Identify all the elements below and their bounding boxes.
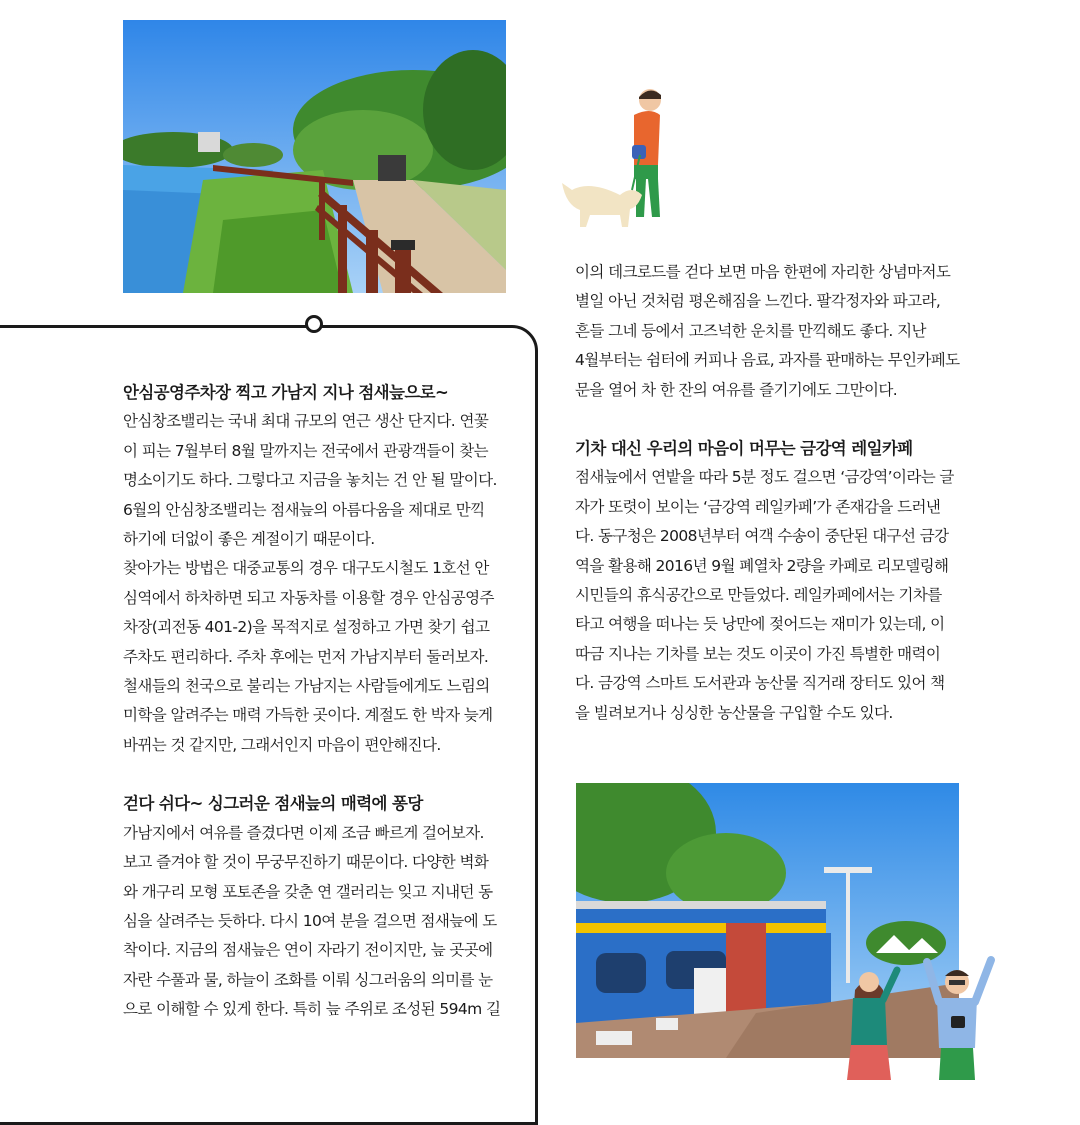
- section-heading-parking: 안심공영주차장 찍고 가남지 지나 점새늪으로~: [123, 383, 449, 402]
- body-line: 다. 금강역 스마트 도서관과 농산물 직거래 장터도 있어 책: [575, 674, 945, 693]
- body-line: 따금 지나는 기차를 보는 것도 이곳이 가진 특별한 매력이: [575, 644, 941, 663]
- body-line: 6월의 안심창조밸리는 점새늪의 아름다움을 제대로 만끽: [123, 500, 485, 519]
- body-line: 다. 동구청은 2008년부터 여객 수송이 중단된 대구선 금강: [575, 527, 949, 546]
- body-line: 착이다. 지금의 점새늪은 연이 자라기 전이지만, 늪 곳곳에: [123, 941, 493, 960]
- man-walking-dog-illustration: [560, 85, 680, 235]
- body-line: 자가 또렷이 보이는 ‘금강역 레일카페’가 존재감을 드러낸: [575, 497, 941, 516]
- body-line: 흔들 그네 등에서 고즈넉한 운치를 만끽해도 좋다. 지난: [575, 321, 926, 340]
- body-line: 와 개구리 모형 포토존을 갖춘 연 갤러리는 잊고 지내던 동: [123, 882, 493, 901]
- body-line: 이 피는 7월부터 8월 말까지는 전국에서 관광객들이 찾는: [123, 441, 489, 460]
- section-heading-wetland: 걷다 쉬다~ 싱그러운 점새늪의 매력에 퐁당: [123, 794, 423, 814]
- body-line: 타고 여행을 떠나는 듯 낭만에 젖어드는 재미가 있는데, 이: [575, 615, 945, 634]
- body-line: 심역에서 하차하면 되고 자동차를 이용할 경우 안심공영주: [123, 588, 494, 607]
- body-line: 명소이기도 하다. 그렇다고 지금을 놓치는 건 안 될 말이다.: [123, 471, 497, 490]
- body-line: 미학을 알려주는 매력 가득한 곳이다. 계절도 한 박자 늦게: [123, 706, 493, 725]
- body-line: 철새들의 천국으로 불리는 가남지는 사람들에게도 느림의: [123, 677, 490, 696]
- wetland-path-photo: [123, 20, 506, 293]
- body-line: 자란 수풀과 물, 하늘이 조화를 이뤄 싱그러움의 의미를 눈: [123, 970, 493, 989]
- body-line: 가남지에서 여유를 즐겼다면 이제 조금 빠르게 걸어보자.: [123, 823, 484, 842]
- body-line: 차장(괴전동 401-2)을 목적지로 설정하고 가면 찾기 쉽고: [123, 618, 490, 637]
- right-column: [575, 258, 965, 728]
- couple-cheering-illustration: [835, 950, 1005, 1080]
- frame-node-dot: [305, 315, 323, 333]
- body-line: 이의 데크로드를 걷다 보면 마음 한편에 자리한 상념마저도: [575, 263, 951, 281]
- body-line: 하기에 더없이 좋은 계절이기 때문이다.: [123, 530, 375, 549]
- body-line: 별일 아닌 것처럼 평온해짐을 느낀다. 팔각정자와 파고라,: [575, 292, 941, 311]
- body-line: 점새늪에서 연밭을 따라 5분 정도 걸으면 ‘금강역’이라는 글: [575, 468, 954, 487]
- body-line: 시민들의 휴식공간으로 만들었다. 레일카페에서는 기차를: [575, 586, 942, 605]
- body-line: 역을 활용해 2016년 9월 폐열차 2량을 카페로 리모델링해: [575, 556, 949, 575]
- body-line: 보고 즐겨야 할 것이 무궁무진하기 때문이다. 다양한 벽화: [123, 853, 489, 872]
- body-line: 을 빌려보거나 싱싱한 농산물을 구입할 수도 있다.: [575, 703, 893, 722]
- body-line: 4월부터는 쉼터에 커피나 음료, 과자를 판매하는 무인카페도: [575, 351, 960, 370]
- section-heading-rail-cafe: 기차 대신 우리의 마음이 머무는 금강역 레일카페: [575, 439, 913, 459]
- body-line: 으로 이해할 수 있게 한다. 특히 늪 주위로 조성된 594m 길: [123, 1000, 501, 1019]
- body-line: 찾아가는 방법은 대중교통의 경우 대구도시철도 1호선 안: [123, 559, 489, 578]
- body-line: 안심창조밸리는 국내 최대 규모의 연근 생산 단지다. 연꽃: [123, 412, 489, 431]
- body-line: 문을 열어 차 한 잔의 여유를 즐기기에도 그만이다.: [575, 380, 898, 399]
- body-line: 바뀌는 것 같지만, 그래서인지 마음이 편안해진다.: [123, 735, 441, 754]
- body-line: 심을 살려주는 듯하다. 다시 10여 분을 걸으면 점새늪에 도: [123, 911, 497, 930]
- body-line: 주차도 편리하다. 주차 후에는 먼저 가남지부터 둘러보자.: [123, 647, 489, 666]
- left-column: [123, 378, 513, 1025]
